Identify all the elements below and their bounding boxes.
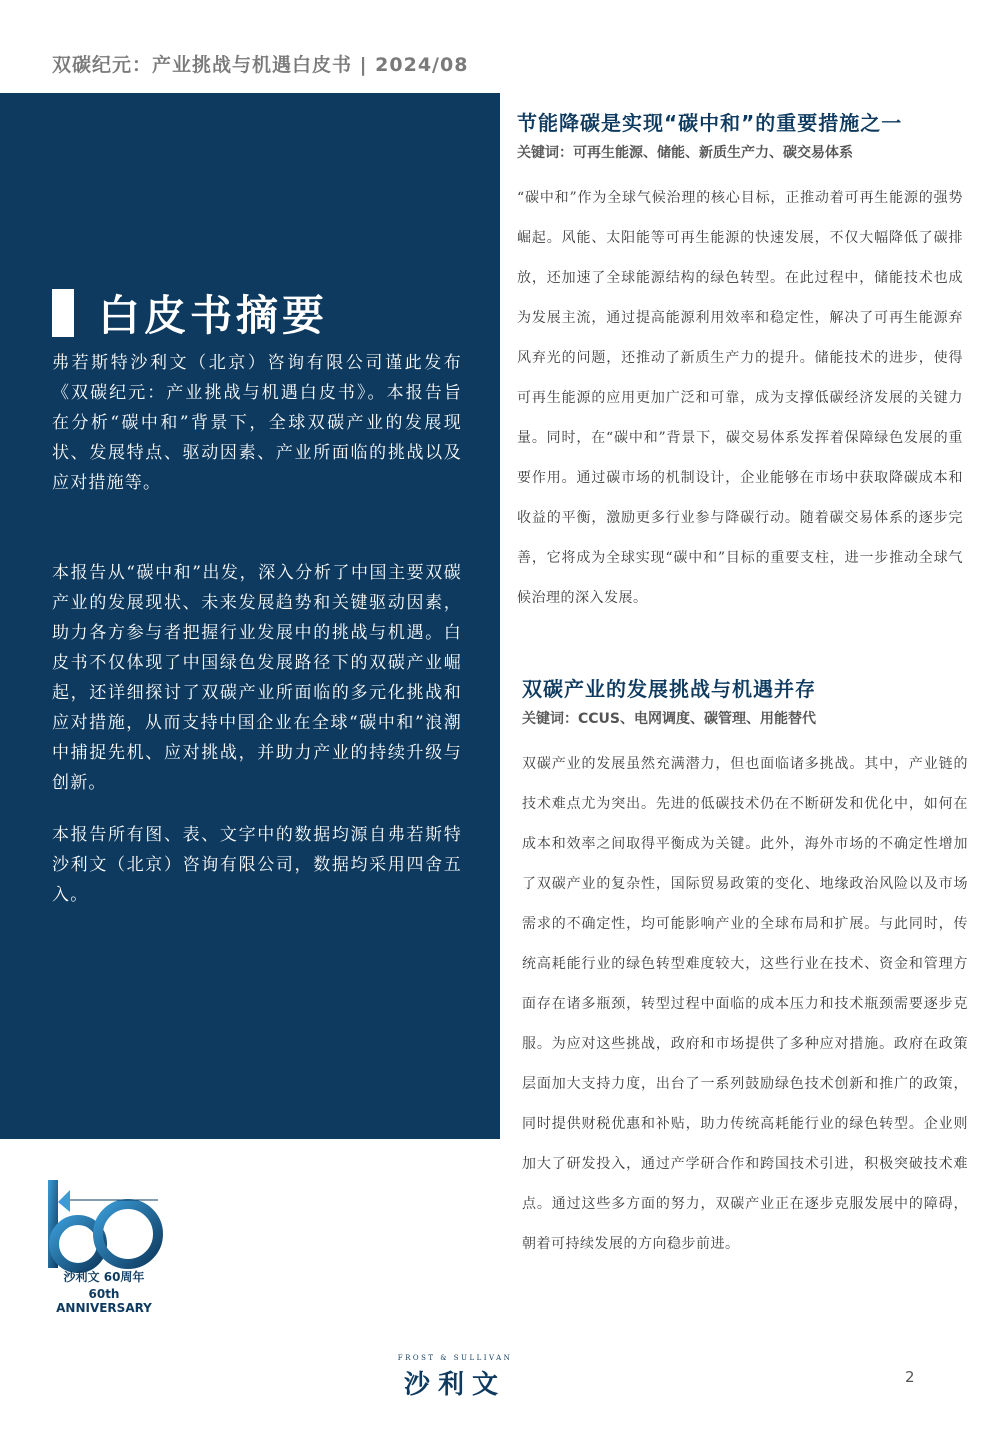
section-title: 节能降碳是实现“碳中和”的重要措施之一 <box>517 111 903 135</box>
footer-brand-en: FROST & SULLIVAN <box>397 1354 513 1362</box>
anniversary-line-en: 60th ANNIVERSARY <box>56 1287 152 1315</box>
heading-accent-bar <box>52 289 74 337</box>
section-keywords: 关键词：CCUS、电网调度、碳管理、用能替代 <box>522 711 816 727</box>
section-energy-saving <box>517 107 963 618</box>
section-body: “碳中和”作为全球气候治理的核心目标，正推动着可再生能源的强势崛起。风能、太阳能等可再生能源的快速发展，不仅大幅降低了碳排放，还加速了全球能源结构的绿色转型。在此过程中，储能技术也成为发展主流，通过提高能源利用效率和稳定性，解决了可再生能源弃风弃光的问题，还推动了新质生产力的提升。储能技术的进步，使得可再生能源的应用更加广泛和可靠，成为支撑低碳经济发展的关键力量。同时，在“碳中和”背景下，碳交易体系发挥着保障绿色发展的重要作用。通过碳市场的机制设计，企业能够在市场中获取降碳成本和收益的平衡，激励更多行业参与降碳行动。随着碳交易体系的逐步完善，它将成为全球实现“碳中和”目标的重要支柱，进一步推动全球气候治理的深入发展。 <box>517 190 963 606</box>
section-challenges <box>522 673 968 1264</box>
summary-paragraph-2: 本报告从“碳中和”出发，深入分析了中国主要双碳产业的发展现状、未来发展趋势和关键驱动因素，助力各方参与者把握行业发展中的挑战与机遇。白皮书不仅体现了中国绿色发展路径下的双碳产业崛起，还详细探讨了双碳产业所面临的多元化挑战和应对措施，从而支持中国企业在全球“碳中和”浪潮中捕捉先机、应对挑战，并助力产业的持续升级与创新。 <box>52 563 462 793</box>
summary-paragraph-1: 弗若斯特沙利文（北京）咨询有限公司谨此发布《双碳纪元：产业挑战与机遇白皮书》。本报告旨在分析“碳中和”背景下，全球双碳产业的发展现状、发展特点、驱动因素、产业所面临的挑战以及应对措施等。 <box>52 353 462 493</box>
summary-heading <box>52 286 328 340</box>
footer-logo <box>385 1354 525 1401</box>
document-header-title: 双碳纪元：产业挑战与机遇白皮书 | 2024/08 <box>52 54 469 76</box>
anniversary-text <box>44 1268 164 1315</box>
page-number: 2 <box>905 1368 915 1386</box>
summary-paragraph-3: 本报告所有图、表、文字中的数据均源自弗若斯特沙利文（北京）咨询有限公司，数据均采用四舍五入。 <box>52 825 462 905</box>
anniversary-line-cn: 沙利文 60周年 <box>63 1270 145 1284</box>
summary-panel <box>0 93 500 1139</box>
summary-title: 白皮书摘要 <box>98 291 329 340</box>
section-keywords: 关键词：可再生能源、储能、新质生产力、碳交易体系 <box>517 145 853 161</box>
footer-brand-cn: 沙利文 <box>403 1370 506 1400</box>
section-body: 双碳产业的发展虽然充满潜力，但也面临诸多挑战。其中，产业链的技术难点尤为突出。先进的低碳技术仍在不断研发和优化中，如何在成本和效率之间取得平衡成为关键。此外，海外市场的不确定性增加了双碳产业的复杂性，国际贸易政策的变化、地缘政治风险以及市场需求的不确定性，均可能影响产业的全球布局和扩展。与此同时，传统高耗能行业的绿色转型难度较大，这些行业在技术、资金和管理方面存在诸多瓶颈，转型过程中面临的成本压力和技术瓶颈需要逐步克服。为应对这些挑战，政府和市场提供了多种应对措施。政府在政策层面加大支持力度，出台了一系列鼓励绿色技术创新和推广的政策，同时提供财税优惠和补贴，助力传统高耗能行业的绿色转型。企业则加大了研发投入，通过产学研合作和跨国技术引进，积极突破技术难点。通过这些多方面的努力，双碳产业正在逐步克服发展中的障碍，朝着可持续发展的方向稳步前进。 <box>522 756 968 1252</box>
section-title: 双碳产业的发展挑战与机遇并存 <box>522 677 816 701</box>
